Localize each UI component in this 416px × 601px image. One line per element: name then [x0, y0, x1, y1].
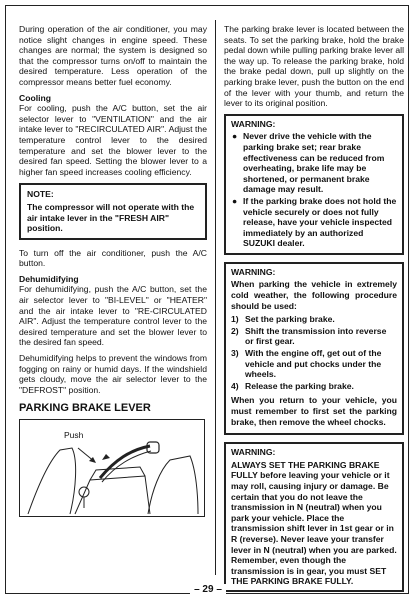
warning-2-step — [231, 326, 397, 347]
warning-2-step — [231, 314, 397, 325]
warning-2-step-text: With the engine off, get out of the vehicle and put chocks under the wheels. — [245, 348, 382, 380]
warning-1-title: WARNING: — [231, 118, 276, 129]
warning-2-step-text: Set the parking brake. — [245, 314, 335, 325]
cooling-paragraph: For cooling, push the A/C button, set the air selector lever to "VENTILATION" and the air intake lever to "RECIRCULATED AIR". Adjust the temperature control lever to the desired temperature and set the blower lever to the desired fan speed. Setting the blower lever to a higher fan speed increases cooling efficiency. — [19, 103, 207, 177]
warning-2-intro: When parking the vehicle in extremely cold weather, the following procedure should be used: — [231, 279, 397, 311]
warning-3-text: ALWAYS SET THE PARKING BRAKE FULLY before leaving your vehicle or it may roll, causing injury or damage. Be certain that you do not leave the transmission in N (neutral) when you park your vehicle. Place the transmission shift lever in 1st gear or in R (reverse). Never leave your transfer lever in N (neutral) when you are parked. Remember, even though the transmission is in gear, you must SET THE PARKING BRAKE FULLY. — [231, 459, 397, 587]
step-number: 2) — [231, 325, 239, 336]
step-number: 1) — [231, 314, 239, 325]
dehumidifying-heading: Dehumidifying — [19, 273, 79, 284]
bullet-icon: ● — [232, 131, 238, 142]
warning-box-3 — [224, 442, 404, 592]
step-number: 3) — [231, 348, 239, 359]
dehumidifying-paragraph: For dehumidifying, push the A/C button, set the air selector lever to "BI-LEVEL" or "HEATER" and the air intake lever to "RE-CIRCULATED AIR". Adjust the temperature control lever to the desired temperature and set the blower lever to the desired fan speed. — [19, 284, 207, 348]
warning-2-title: WARNING: — [231, 266, 276, 277]
parking-brake-section-title: PARKING BRAKE LEVER — [19, 402, 151, 415]
parking-brake-drawing — [20, 420, 204, 516]
warning-2-step — [231, 381, 397, 392]
warning-1-item — [231, 196, 397, 249]
left-column — [19, 24, 207, 517]
step-number: 4) — [231, 380, 239, 391]
warning-box-2 — [224, 262, 404, 435]
parking-brake-intro-paragraph: The parking brake lever is located between the seats. To set the parking brake, hold the brake pedal down while pulling parking brake lever all the way up. To release the parking brake, hold the brake pedal down, pull up slightly on the parking brake lever, push the button on the end of the lever with your thumb, and return the lever to its original position. — [224, 24, 404, 109]
warning-1-list — [231, 131, 397, 249]
turn-off-paragraph: To turn off the air conditioner, push the A/C button. — [19, 247, 207, 269]
warning-2-outro: When you return to your vehicle, you must remember to first set the parking brake, then remove the wheel chocks. — [231, 395, 397, 427]
warning-1-item — [231, 131, 397, 195]
warning-2-steps — [231, 314, 397, 391]
note-text: The compressor will not operate with the air intake lever in the "FRESH AIR" position. — [27, 201, 195, 234]
column-divider — [215, 20, 216, 575]
parking-brake-illustration — [19, 419, 205, 517]
warning-1-item-text: Never drive the vehicle with the parking brake set; rear brake effectiveness can be reduced from overheating, brake life may be shortened, or permanent brake damage may result. — [243, 131, 385, 195]
ac-intro-paragraph: During operation of the air conditioner, you may notice slight changes in engine speed. These changes are normal; the system is designed so that the compressor turns on/off to maintain the desired temperature. Less operation of the compressor means better fuel economy. — [19, 24, 207, 87]
warning-2-step — [231, 348, 397, 380]
right-column — [224, 24, 404, 599]
warning-2-step-text: Shift the transmission into reverse or first gear. — [245, 325, 387, 347]
note-title: NOTE: — [27, 189, 54, 200]
page-number-text: – 29 – — [190, 584, 226, 595]
note-box — [19, 183, 207, 239]
warning-2-step-text: Release the parking brake. — [245, 380, 354, 391]
warning-1-item-text: If the parking brake does not hold the vehicle securely or does not fully release, have your vehicle inspected immediately by an authorized SUZUKI dealer. — [243, 195, 397, 249]
fog-paragraph: Dehumidifying helps to prevent the windows from fogging on rainy or humid days. If the windshield gets cloudy, move the air selector lever to the "DEFROST" position. — [19, 353, 207, 395]
push-callout-label: Push — [64, 430, 84, 440]
page-number — [0, 584, 416, 595]
bullet-icon: ● — [232, 195, 238, 206]
cooling-heading: Cooling — [19, 92, 51, 103]
warning-box-1 — [224, 114, 404, 255]
warning-3-title: WARNING: — [231, 447, 276, 458]
